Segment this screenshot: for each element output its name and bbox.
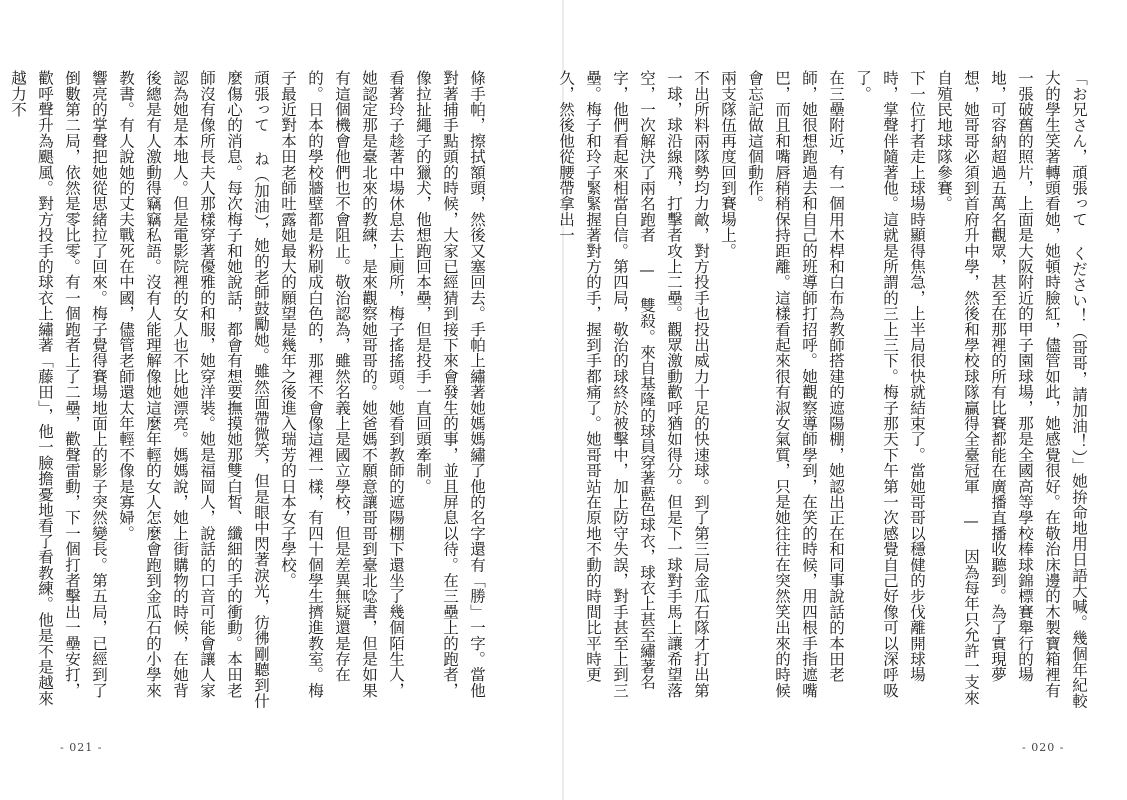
page-number: - 020 - <box>1022 741 1065 754</box>
page-number: - 021 - <box>60 741 103 754</box>
paragraph: 條手帕，擦拭額頭，然後又塞回去。手帕上繡著她媽媽繡了他的名字還有「勝」一字。當他對著捕手點頭的時候，大家已經猜到接下來會發生的事，並且屏息以待。在三壘上的跑者，像拉扯繩子的獵犬，他想跑回本壘，但是投手一直回頭牽制。 <box>414 70 486 698</box>
left-page <box>0 0 563 800</box>
paragraph: 兩支隊伍再度回到賽場上。 <box>719 70 737 259</box>
paragraph: 看著玲子趁著中場休息去上廁所，梅子搖搖頭。她看到教師的遮陽棚下還坐了幾個陌生人，她認定那是臺北來的教練，是來觀察她哥哥的。她爸媽不願意讓哥哥到臺北唸書，但是如果有這個機會他們也不會阻止。敬治認為，雖然名義上是國立學校，但是差異無疑還是存在的。日本的學校牆壁都是粉刷成白色的，那裡不會像這裡一樣，有四十個學生擠進教室。梅子最近對本田老師吐露她最大的願望是幾年之後進入瑞芳的日本女子學校。 <box>279 70 405 698</box>
paragraph: 在三壘附近，有一個用木桿和白布為教師搭建的遮陽棚，她認出正在和同事說話的本田老師，她很想跑過去和自己的班導師打招呼。她觀察導師學到，在笑的時候，用四根手指遮嘴巴，而且和嘴唇稍稍保持距離。這樣看起來很有淑女氣質，只是她往往在突然笑出來的時候會忘記做這個動作。 <box>746 70 845 698</box>
paragraph: 「お兄さん，頑張って ください！（哥哥，請加油！）」她拚命地用日語大喊。幾個年紀較大的學生笑著轉頭看她，她頓時臉紅，儘管如此，她感覺很好。在敬治床邊的木製寶箱裡有一張破舊的照片，上面是大阪附近的甲子園球場，那是全國高等學校棒球錦標賽舉行的場地，可容納超過五萬名觀眾，甚至在那裡的所有比賽都能在廣播直播收聽到。為了實現夢想，她哥哥必須到首府升中學，然後和學校球隊贏得全臺冠軍 — 因為每年只允許一支來自殖民地球隊參賽。 <box>935 70 1088 709</box>
right-page <box>557 0 1127 800</box>
paragraph: 響亮的掌聲把她從思緒拉了回來。梅子覺得賽場地面上的影子突然變長。第五局，已經到了倒數第二局，依然是零比零。有一個跑者上了二壘，歡聲雷動，下一個打者擊出一壘安打，歡呼聲升為颶風。對方投手的球衣上繡著「藤田」，他一臉擔憂地看了看教練。他是不是越來越力不 <box>9 70 108 706</box>
paragraph: 下一位打者走上球場時顯得焦急，上半局很快就結束了。當她哥哥以穩健的步伐離開球場時，掌聲伴隨著他。這就是所謂的三上三下。梅子那天下午第一次感覺自己好像可以深呼吸了。 <box>854 70 926 698</box>
paragraph: 頑張って ね（加油），她的老師鼓勵她。雖然面帶微笑，但是眼中閃著淚光，彷彿剛聽到什麼傷心的消息。每次梅子和她說話，都會有想要撫摸她那雙白皙、纖細的手的衝動。本田老師沒有像所長夫人那樣穿著優雅的和服，她穿洋裝。她是福岡人，說話的口音可能會讓人家認為她是本地人。但是電影院裡的女人也不比她漂亮。媽媽說，她上街購物的時候，在她背後總是有人激動得竊竊私語。沒有人能理解像她這麼年輕的女人怎麼會跑到金瓜石的小學來教書。有人說她的丈夫戰死在中國，儘管老師還太年輕不像是寡婦。 <box>117 70 270 709</box>
paragraph: 不出所料兩隊勢均力敵，對方投手也投出威力十足的快速球。到了第三局金瓜石隊才打出第一球，球沿線飛，打擊者攻上二壘。觀眾激動歡呼猶如得分。但是下一球對手馬上讓希望落空，一次解決了兩名跑者 — 雙殺。來自基隆的球員穿著藍色球衣，球衣上甚至繡著名字，他們看起來相當自信。第四局，敬治的球終於被擊中，加上防守失誤，對手甚至上到三壘。梅子和玲子緊緊握著對方的手，握到手都痛了。她哥哥站在原地不動的時間比平時更久，然後他從腰帶拿出一 <box>557 70 710 698</box>
right-page-text <box>557 70 1092 710</box>
left-page-text <box>9 70 490 710</box>
